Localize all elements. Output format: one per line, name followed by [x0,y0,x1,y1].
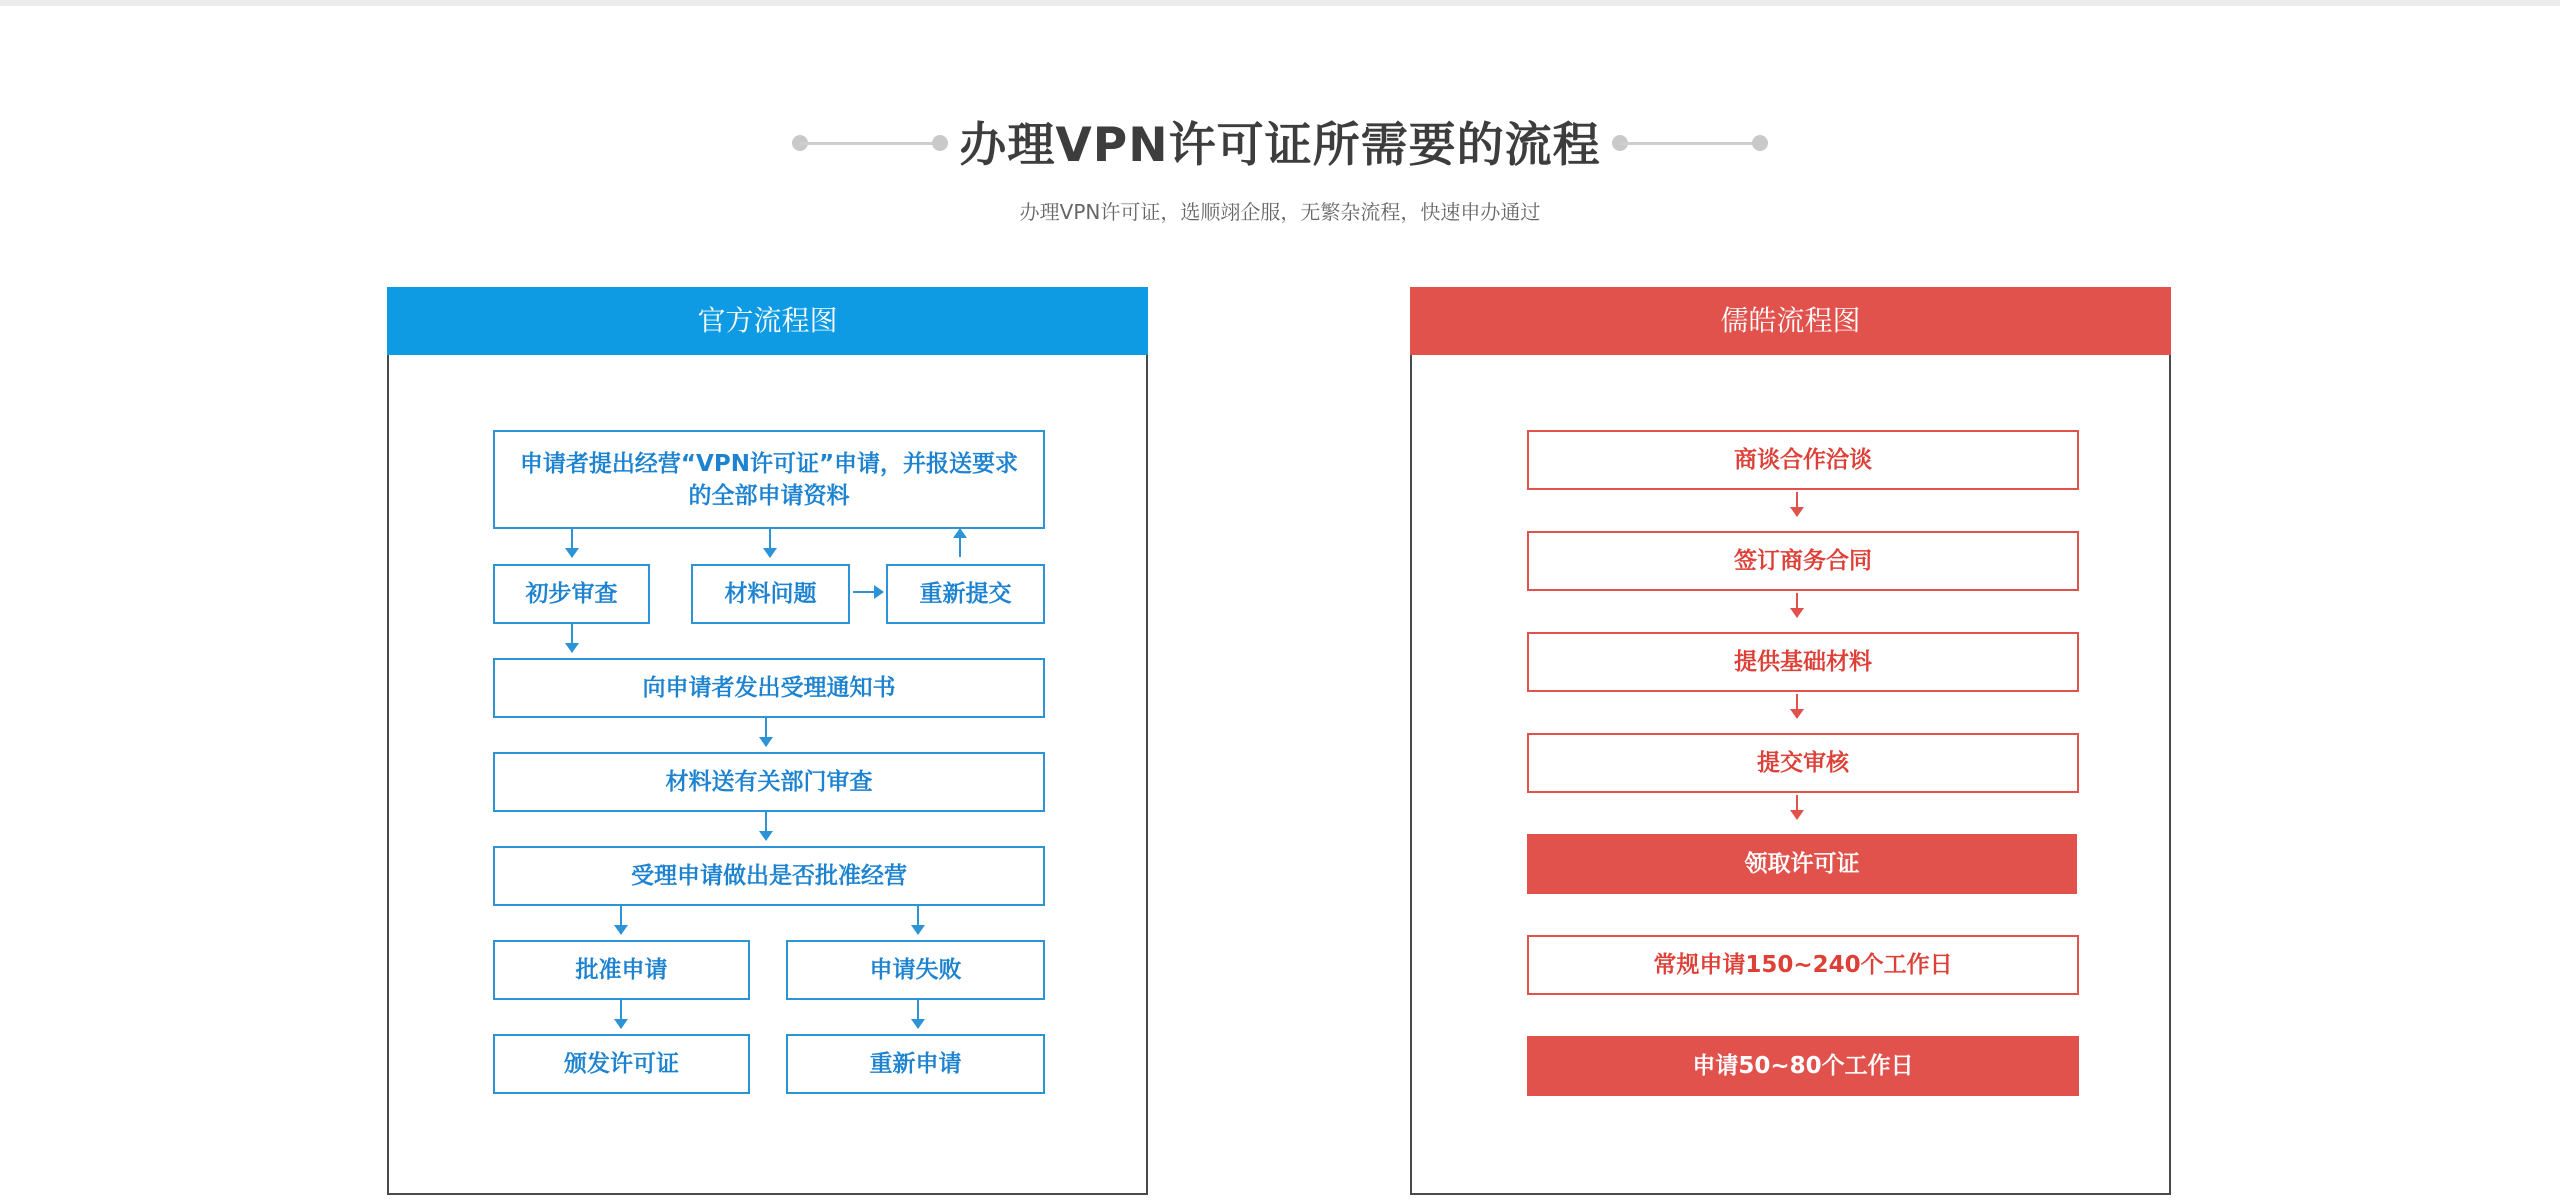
arrow-down [765,718,767,746]
official-flow-panel [387,287,1148,1195]
step-failed: 申请失败 [786,940,1045,1000]
step-approved: 批准申请 [493,940,750,1000]
step-submit-review: 提交审核 [1527,733,2079,793]
title-deco-line-right [1620,142,1760,145]
step-issue-license: 颁发许可证 [493,1034,750,1094]
arrow-down [571,624,573,652]
arrow-down [1796,795,1798,819]
step-sign-contract: 签订商务合同 [1527,531,2079,591]
arrow-right [853,591,883,593]
arrow-down [620,906,622,934]
step-material-issue: 材料问题 [691,564,850,624]
arrow-down [571,529,573,557]
page-subtitle: 办理VPN许可证，选顺翊企服，无繁杂流程，快速申办通过 [1019,200,1541,224]
step-receive-license: 领取许可证 [1527,834,2077,894]
step-preliminary-review: 初步审查 [493,564,650,624]
top-border [0,0,2560,6]
step-reapply: 重新申请 [786,1034,1045,1094]
arrow-down [917,906,919,934]
fast-processing-time: 申请50~80个工作日 [1527,1036,2079,1096]
official-flow-header: 官方流程图 [387,287,1148,355]
step-provide-materials: 提供基础材料 [1527,632,2079,692]
step-approval-decision: 受理申请做出是否批准经营 [493,846,1045,906]
step-department-review: 材料送有关部门审查 [493,752,1045,812]
arrow-down [769,529,771,557]
company-flow-header: 儒皓流程图 [1410,287,2171,355]
arrow-down [1796,593,1798,617]
regular-processing-time: 常规申请150~240个工作日 [1527,935,2079,995]
arrow-down [1796,694,1798,718]
arrow-up [959,529,961,557]
title-deco-dot-right-outer [1752,135,1768,151]
arrow-down [1796,492,1798,516]
step-negotiate: 商谈合作洽谈 [1527,430,2079,490]
step-acceptance-notice: 向申请者发出受理通知书 [493,658,1045,718]
arrow-down [620,1000,622,1028]
step-submit-application: 申请者提出经营“VPN许可证”申请，并报送要求的全部申请资料 [493,430,1045,529]
page-title: 办理VPN许可证所需要的流程 [959,118,1601,173]
arrow-down [917,1000,919,1028]
company-flow-panel [1410,287,2171,1195]
arrow-down [765,812,767,840]
step-resubmit: 重新提交 [886,564,1045,624]
